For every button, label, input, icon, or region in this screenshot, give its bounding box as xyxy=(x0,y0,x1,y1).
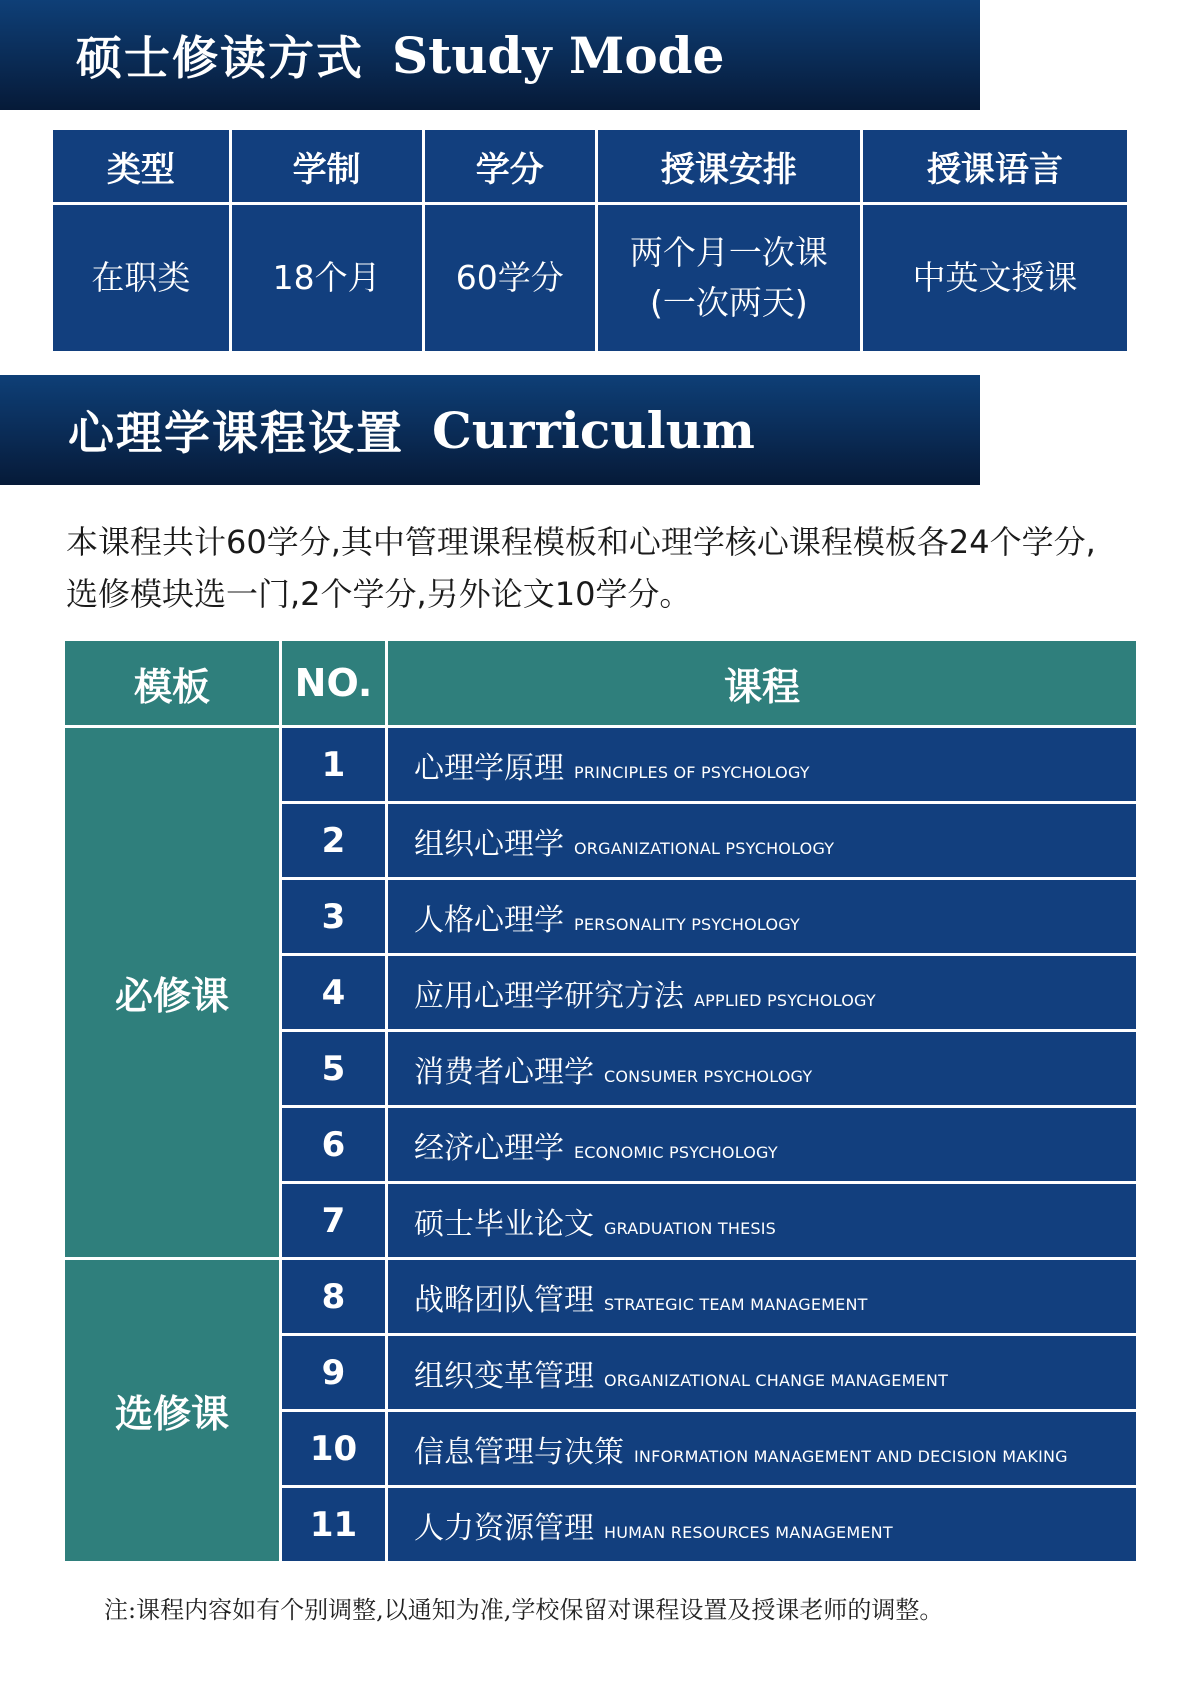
course-name-en: GRADUATION THESIS xyxy=(604,1218,777,1238)
footnote: 注:课程内容如有个别调整,以通知为准,学校保留对课程设置及授课老师的调整。 xyxy=(104,1596,944,1624)
course-cell xyxy=(387,1107,1138,1183)
course-number: 8 xyxy=(281,1259,387,1335)
course-cell xyxy=(387,1183,1138,1259)
course-name-cn: 战略团队管理 xyxy=(414,1282,594,1318)
course-name-en: PERSONALITY PSYCHOLOGY xyxy=(574,914,801,934)
study-mode-value: 两个月一次课 (一次两天) xyxy=(596,204,861,353)
study-mode-title-en: Study Mode xyxy=(392,25,725,85)
course-name-en: ORGANIZATIONAL PSYCHOLOGY xyxy=(574,838,835,858)
curriculum-header-course: 课程 xyxy=(387,640,1138,727)
course-name-en: INFORMATION MANAGEMENT AND DECISION MAKING xyxy=(634,1446,1068,1466)
course-name-en: CONSUMER PSYCHOLOGY xyxy=(604,1066,813,1086)
course-name-cn: 组织变革管理 xyxy=(414,1358,594,1394)
course-name-cn: 消费者心理学 xyxy=(414,1054,594,1090)
study-mode-header-row xyxy=(52,129,1129,204)
study-mode-header: 授课安排 xyxy=(596,129,861,204)
course-cell xyxy=(387,1335,1138,1411)
course-name-cn: 组织心理学 xyxy=(414,826,564,862)
course-cell xyxy=(387,955,1138,1031)
course-name-cn: 信息管理与决策 xyxy=(414,1434,624,1470)
course-number: 2 xyxy=(281,803,387,879)
elective-module-label: 选修课 xyxy=(64,1259,281,1563)
course-name-en: PRINCIPLES OF PSYCHOLOGY xyxy=(574,762,810,782)
course-name-en: ORGANIZATIONAL CHANGE MANAGEMENT xyxy=(604,1370,949,1390)
study-mode-title-cn: 硕士修读方式 xyxy=(76,31,364,85)
course-cell xyxy=(387,1031,1138,1107)
course-name-cn: 心理学原理 xyxy=(414,750,564,786)
study-mode-table xyxy=(50,127,1130,354)
course-name-en: ECONOMIC PSYCHOLOGY xyxy=(574,1142,778,1162)
curriculum-header-no: NO. xyxy=(281,640,387,727)
curriculum-banner xyxy=(0,375,980,485)
study-mode-value: 在职类 xyxy=(52,204,231,353)
curriculum-title-en: Curriculum xyxy=(432,400,755,460)
course-number: 5 xyxy=(281,1031,387,1107)
study-mode-banner xyxy=(0,0,980,110)
course-number: 7 xyxy=(281,1183,387,1259)
study-mode-value: 18个月 xyxy=(230,204,423,353)
course-number: 4 xyxy=(281,955,387,1031)
course-cell xyxy=(387,1487,1138,1563)
required-module-label: 必修课 xyxy=(64,727,281,1259)
course-cell xyxy=(387,803,1138,879)
study-mode-value: 60学分 xyxy=(423,204,596,353)
curriculum-title-cn: 心理学课程设置 xyxy=(68,406,404,460)
study-mode-value: 中英文授课 xyxy=(861,204,1128,353)
course-number: 1 xyxy=(281,727,387,803)
course-number: 9 xyxy=(281,1335,387,1411)
study-mode-header: 类型 xyxy=(52,129,231,204)
course-cell xyxy=(387,1411,1138,1487)
course-row xyxy=(64,727,1138,803)
course-number: 10 xyxy=(281,1411,387,1487)
course-cell xyxy=(387,727,1138,803)
course-number: 6 xyxy=(281,1107,387,1183)
course-name-cn: 硕士毕业论文 xyxy=(414,1206,594,1242)
course-name-en: STRATEGIC TEAM MANAGEMENT xyxy=(604,1294,868,1314)
study-mode-header: 学制 xyxy=(230,129,423,204)
study-mode-header: 授课语言 xyxy=(861,129,1128,204)
curriculum-header-module: 模板 xyxy=(64,640,281,727)
course-name-cn: 应用心理学研究方法 xyxy=(414,978,684,1014)
curriculum-header-row xyxy=(64,640,1138,727)
study-mode-value-row xyxy=(52,204,1129,353)
curriculum-table xyxy=(62,638,1139,1564)
course-number: 11 xyxy=(281,1487,387,1563)
course-name-cn: 经济心理学 xyxy=(414,1130,564,1166)
course-name-en: APPLIED PSYCHOLOGY xyxy=(694,990,876,1010)
course-cell xyxy=(387,1259,1138,1335)
study-mode-header: 学分 xyxy=(423,129,596,204)
course-name-cn: 人力资源管理 xyxy=(414,1510,594,1546)
course-cell xyxy=(387,879,1138,955)
course-number: 3 xyxy=(281,879,387,955)
course-name-en: HUMAN RESOURCES MANAGEMENT xyxy=(604,1522,893,1542)
curriculum-intro: 本课程共计60学分,其中管理课程模板和心理学核心课程模板各24个学分,选修模块选一门,2个学分,另外论文10学分。 xyxy=(66,523,1096,613)
course-row xyxy=(64,1259,1138,1335)
course-name-cn: 人格心理学 xyxy=(414,902,564,938)
